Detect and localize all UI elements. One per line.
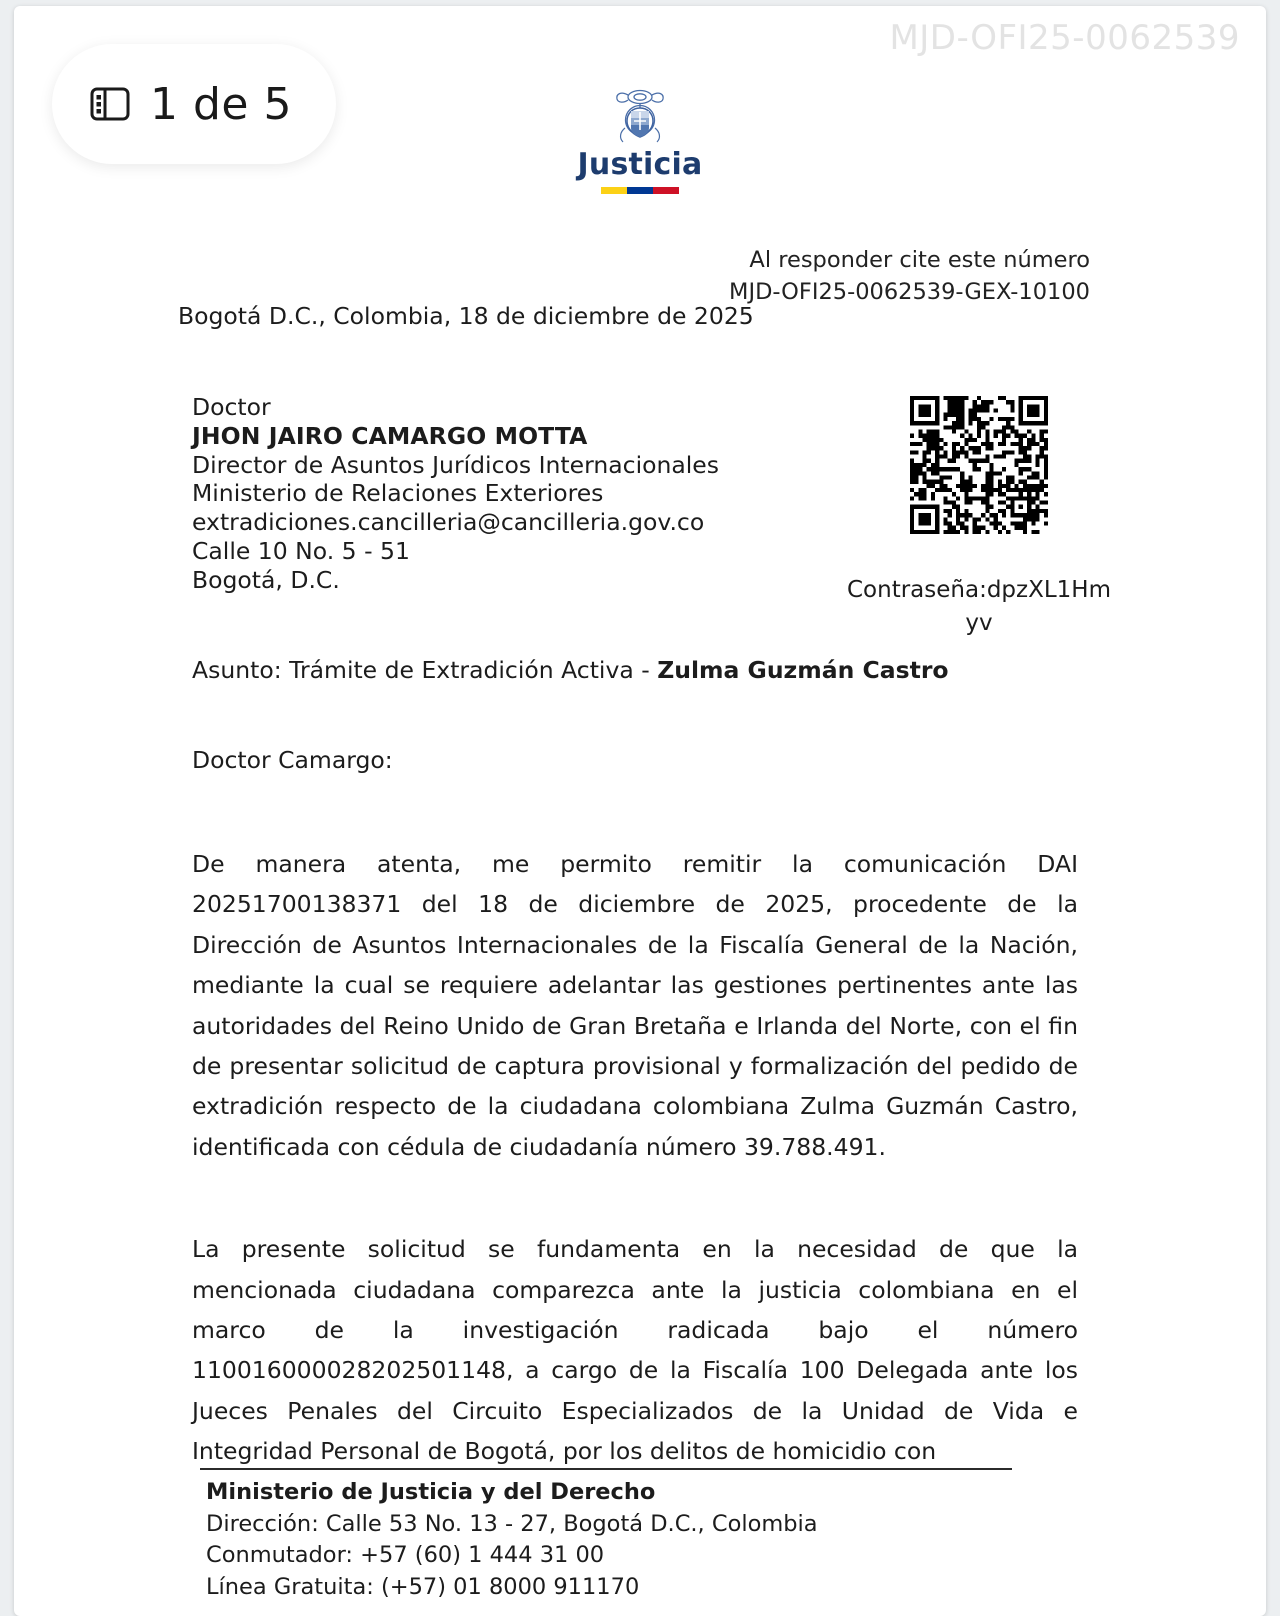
addressee-block bbox=[192, 393, 719, 594]
body-paragraph: La presente solicitud se fundamenta en la necesidad de que la mencionada ciudadana comparezca ante la justicia colombiana en el marco de la investigación radicada bajo el número 110016000028202501148, a cargo de la Fiscalía 100 Delegada ante los Jueces Penales del Circuito Especializados de la Unidad de Vida e Integridad Personal de Bogotá, por los delitos de homicidio con bbox=[192, 1235, 1078, 1466]
subject-label: Asunto: Trámite de Extradición Activa - bbox=[192, 656, 658, 684]
footer-divider bbox=[200, 1468, 1012, 1470]
qr-password-label: Contraseña:dpzXL1Hmyv bbox=[846, 577, 1111, 637]
reference-note: Al responder cite este número bbox=[749, 247, 1090, 273]
footer-address: Dirección: Calle 53 No. 13 - 27, Bogotá D.C., Colombia bbox=[206, 1510, 818, 1537]
reference-number: MJD-OFI25-0062539-GEX-10100 bbox=[729, 279, 1090, 306]
addressee-email: extradiciones.cancilleria@cancilleria.gov.co bbox=[192, 508, 705, 537]
addressee-entity: Ministerio de Relaciones Exteriores bbox=[192, 479, 604, 508]
subject-line bbox=[192, 656, 949, 684]
qr-code-icon bbox=[910, 396, 1048, 534]
salutation-line: Doctor Camargo: bbox=[192, 746, 393, 774]
footer-title: Ministerio de Justicia y del Derecho bbox=[206, 1479, 656, 1505]
document-footer bbox=[192, 1468, 1022, 1603]
document-watermark: MJD-OFI25-0062539 bbox=[889, 18, 1240, 58]
date-line: Bogotá D.C., Colombia, 18 de diciembre de 2025 bbox=[178, 302, 754, 330]
document-body bbox=[192, 844, 1078, 1472]
addressee-city: Bogotá, D.C. bbox=[192, 565, 340, 594]
document-page bbox=[14, 6, 1266, 1616]
page-indicator-pill[interactable] bbox=[52, 44, 336, 164]
footer-switchboard: Conmutador: +57 (60) 1 444 31 00 bbox=[206, 1542, 605, 1569]
page-thumbnails-icon bbox=[90, 87, 130, 121]
page-indicator-label: 1 de 5 bbox=[150, 78, 292, 130]
colombia-flag-bar-icon bbox=[601, 187, 679, 194]
addressee-name: JHON JAIRO CAMARGO MOTTA bbox=[192, 421, 588, 450]
reference-block bbox=[729, 244, 1090, 308]
footer-toll-free: Línea Gratuita: (+57) 01 8000 911170 bbox=[206, 1573, 640, 1600]
colombia-coat-of-arms-icon bbox=[611, 84, 669, 146]
subject-person: Zulma Guzmán Castro bbox=[657, 656, 949, 684]
logo-wordmark: Justicia bbox=[577, 147, 703, 182]
addressee-street: Calle 10 No. 5 - 51 bbox=[192, 536, 410, 565]
addressee-position: Director de Asuntos Jurídicos Internacionales bbox=[192, 450, 719, 479]
body-paragraph: De manera atenta, me permito remitir la comunicación DAI 20251700138371 del 18 de diciembre de 2025, procedente de la Dirección de Asuntos Internacionales de la Fiscalía General de la Nación, mediante la cual se requiere adelantar las gestiones pertinentes ante las autoridades del Reino Unido de Gran Bretaña e Irlanda del Norte, con el fin de presentar solicitud de captura provisional y formalización del pedido de extradición respecto de la ciudadana colombiana Zulma Guzmán Castro, identificada con cédula de ciudadanía número 39.788.491. bbox=[192, 850, 1078, 1161]
qr-block bbox=[846, 396, 1111, 641]
addressee-title: Doctor bbox=[192, 393, 271, 421]
